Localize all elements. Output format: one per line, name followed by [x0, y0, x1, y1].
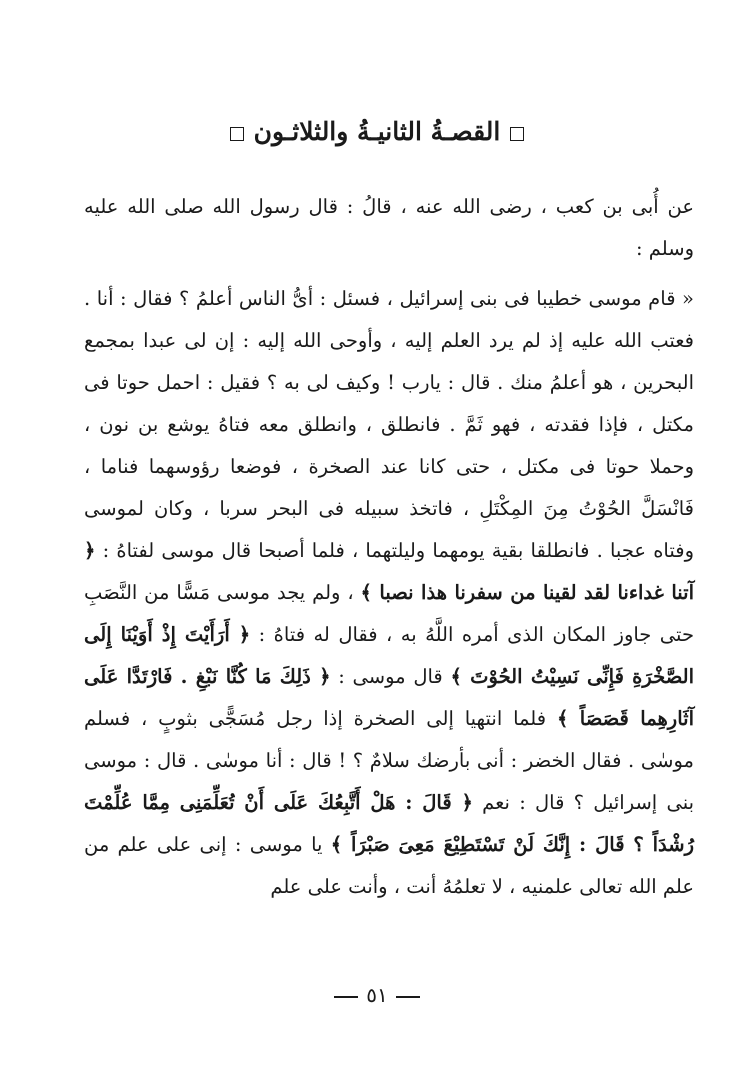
square-ornament-icon: [230, 127, 244, 141]
chapter-title: القصـةُ الثانيـةُ والثلاثـون: [253, 117, 501, 146]
dash-ornament-icon: [396, 996, 420, 998]
page-body: [84, 186, 694, 916]
narration-text: « قام موسى خطيبا فى بنى إسرائيل ، فسئل : أىُّ الناس أعلمُ ؟ فقال : أنا . فعتب الله عليه إذ لم يرد العلم إليه ، وأوحى الله إليه : إن لى عبدا بمجمع البحرين ، هو أعلمُ منك . قال : يارب ! وكيف لى به ؟ فقيل : احمل حوتا فى مكتل ، فإذا فقدته ، فهو ثَمَّ . فانطلق ، وانطلق معه فتاهُ يوشع بن نون ، وحملا حوتا فى مكتل ، حتى كانا عند الصخرة ، فوضعا رؤوسهما فناما ، فَانْسَلَّ الحُوْتُ مِنَ المِكْتَلِ ، فاتخذ سبيله فى البحر سربا ، وكان لموسى وفتاه عجبا . فانطلقا بقية يومهما وليلتهما ، فلما أصبحا قال موسى لفتاهُ :: [84, 287, 694, 562]
quran-quote: ﴿ آتنا غداءنا لقد لقينا من سفرنا هذا نصبا ﴾: [84, 539, 695, 604]
narration-text: فلما انتهيا إلى الصخرة إذا رجل مُسَجًّى بثوبٍ ، فسلم موسٰى . فقال الخضر : أنى بأرضك سلامٌ ؟ ! قال : أنا موسٰى . قال : موسى بنى إسرائيل ؟ قال : نعم: [84, 707, 695, 814]
narration-text: ، ولم يجد موسى مَسًّا من النَّصَبِ حتى جاوز المكان الذى أمره اللَّهُ به ، فقال له فتاهُ :: [84, 581, 694, 646]
narration-text: قال موسى :: [338, 665, 443, 688]
chapter-heading: [0, 112, 754, 152]
square-ornament-icon: [510, 127, 524, 141]
narration-text: يا موسى : إنى على علم من علم الله تعالى علمنيه ، لا تعلمُهُ أنت ، وأنت على علم: [84, 833, 694, 898]
quran-quote: ﴿ قَالَ : هَلْ أَتَّبِعُكَ عَلَى أَنْ تُعَلِّمَنِى مِمَّا عُلِّمْتَ رُشْدَاً ؟ قَالَ : إِنَّكَ لَنْ تَسْتَطِيْعَ مَعِىَ صَبْرَاً ﴾: [84, 791, 695, 856]
page-number: ٥١: [366, 983, 388, 1007]
intro-paragraph: عن أُبى بن كعب ، رضى الله عنه ، قالُ : قال رسول الله صلى الله عليه وسلم :: [84, 195, 694, 260]
dash-ornament-icon: [334, 996, 358, 998]
hadith-paragraph: [84, 278, 694, 908]
page-footer: [0, 980, 754, 1010]
quran-quote: ﴿ ذَلِكَ مَا كُنَّا نَبْغِ . فَارْتَدَّا عَلَى آثَارِهِما قَصَصَاً ﴾: [84, 665, 694, 730]
quran-quote: ﴿ أَرَأَيْتَ إِذْ أَوَيْنَا إِلَى الصَّخْرَةِ فَإِنِّى نَسِيْتُ الحُوْتَ ﴾: [84, 623, 695, 688]
